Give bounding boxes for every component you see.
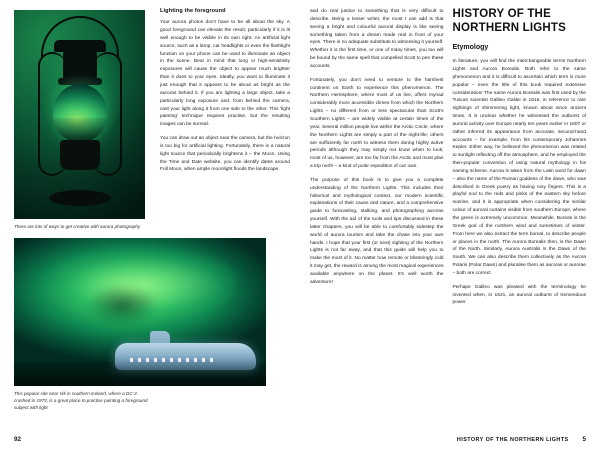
chapter-title: HISTORY OF THE NORTHERN LIGHTS bbox=[452, 8, 567, 34]
lantern-chimney bbox=[63, 51, 97, 81]
lantern-photo-caption: There are lots of ways to get creative with aurora photography bbox=[14, 224, 141, 229]
right-page-number: 5 bbox=[582, 436, 586, 443]
lighting-foreground-subhead: Lighting the foreground bbox=[160, 8, 226, 14]
spread-gutter bbox=[300, 0, 301, 449]
section-heading-etymology: Etymology bbox=[452, 44, 489, 52]
plane-fuselage bbox=[115, 343, 256, 370]
body-paragraph: Perhaps Galileo was pleased with the terminology he invented when, in 1621, an auroral outburst of tremendous power bbox=[452, 284, 586, 306]
body-paragraph: In literature, you will find the interchangeable terms Northern Lights and Aurora Borealis. Both refer to the same phenomenon and it is difficult to ascertain which term is more popular – even the title of this book required extensive consideration! The name Aurora Borealis was first used by the Tuscan scientist Galileo Galilei in 1616, in reference to rare sightings of shimmering light, known about since ancient times. It is unclear whether he witnessed the outburst of auroral activity over Europe nearly ten years earlier in 1607 or rather inferred its appearance from accurate, second-hand accounts – for example, from his contemporary Johannes Kepler. Either way, he believed the phenomenon was related to sunlight reflecting off the atmosphere, and he employed the then-popular convention of using natural mythology in his naming scheme. Aurora is taken from the Latin word for dawn – also the name of the Roman goddess of the dawn, who was described in Greek poetry as having rosy fingers. This is a playful nod to the reds and pinks of the eastern sky before sunrise, and it is appropriate when considering the similar colour of auroral curtains visible from southern Europe, where the green is extremely uncommon. Meanwhile, Boreas is the Greek god of the northern wind and sometimes of winter. From here we also extract the term boreal, to describe people or places in the north. The Aurora Borealis then, is the Dawn of the North. Similarly, Aurora Australis is the Dawn of the South. We can also describe them collectively as the Aurora Polaris (Polar Dawn) and pluralise them as auroras or aurorae – both are correct. bbox=[452, 59, 586, 276]
right-page-footer bbox=[310, 430, 586, 443]
aurora-dark-band bbox=[85, 283, 161, 327]
right-column-one bbox=[310, 8, 444, 430]
lantern-glass-globe bbox=[53, 84, 107, 142]
body-paragraph: You can draw out an object near the camera, but the horizon is too big for artificial lighting. Fortunately, there is a natural light source that periodically brightens it – the Moon. Using the Time and Date website, you can identify dates around Full Moon, when ample moonlight floods the landscape. bbox=[160, 136, 290, 173]
lantern-fuel-tank bbox=[60, 140, 100, 170]
left-column-one bbox=[14, 8, 151, 443]
running-head: HISTORY OF THE NORTHERN LIGHTS bbox=[456, 437, 569, 443]
body-paragraph: The purpose of this book is to give you a complete understanding of the Northern Lights. This includes their historical and mythological context, our modern scientific explanations of their cause and nature, and a comprehensive guide to forecasting, stalking, and photographing auroras yourself. With the aid of the tools and tips discussed in these latter chapters, you will be able to comfortably sidestep the world of aurora tourism and take the chase into your own hands. I hope that your first (or next) sighting of the Northern Lights is not far away, and that this guide will help you to make the most of it. No matter how remote or blisteringly cold it may get, the reward is among the most magical experiences available anywhere on the planet. It's well worth the adventure! bbox=[310, 177, 444, 285]
lantern-photo bbox=[14, 10, 145, 219]
body-paragraph: Your aurora photos don't have to be all about the sky. A good foreground can elevate the result, particularly if it is lit well enough to be visible in its own right. An artificial light source, such as a lamp, car headlights or even the flashlight function on your phone can be used to illuminate an object in the scene. Bear in mind that long or high-sensitivity exposures will cause the object to appear much brighter than it does to your eyes. Ideally, you want to illuminate it just enough that it appears to be about as bright as the auroras behind it. If you are lighting a large object, take a particularly long exposure and, from behind the camera, cast your light along it from one side to the other. This 'light painting' technique requires practise, but the resulting images can be surreal. bbox=[160, 20, 290, 128]
right-column-two bbox=[453, 8, 587, 430]
left-page-columns bbox=[14, 8, 290, 443]
lantern-base bbox=[49, 190, 111, 206]
plane-wreck-photo bbox=[14, 238, 266, 386]
left-page-number: 92 bbox=[14, 436, 21, 443]
right-page bbox=[300, 0, 600, 449]
body-paragraph: Fortunately, you don't need to venture to the harshest continent on Earth to experience this phenomenon. The Northern Hemisphere, where most of us live, offers myriad considerably more accessible climes from which the Northern Lights – no different from or less spectacular than Scott's Southern Lights – are widely visible at certain times of the year. Several million people live within the Arctic Circle, where the Northern Lights are simply a part of the night-life; others are sufficiently far north to witness them during highly active periods although they may simply not know when to look; most of us, however, are too far from the Arctic and must plan a trip north – a kind of polar expedition of our own. bbox=[310, 77, 444, 170]
plane-windows bbox=[130, 358, 216, 362]
plane-photo-caption: This popular site near Vik in southern Iceland, where a DC-3 crashed in 1973, is a great place to practise painting a foreground subject with light bbox=[14, 391, 148, 411]
right-page-columns bbox=[310, 8, 586, 430]
body-paragraph: and do real justice to something that is very difficult to describe. Being a lesser writer, the most I can add is that seeing a bright and colourful auroral display is like seeing something taken from a dream made real in front of your eyes. There is no adequate substitute to witnessing it yourself. Whether it is the first time, or one of many times, you too will be bound by the same spell that compelled Scott to pen these accounts. bbox=[310, 9, 444, 69]
lantern-illustration bbox=[34, 16, 126, 212]
